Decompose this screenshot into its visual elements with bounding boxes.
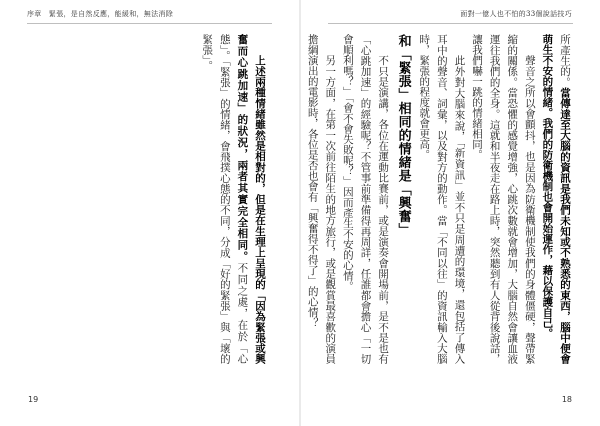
section-heading: 和「緊張」相同的情緒是「興奮」 (395, 34, 411, 237)
left-page-number: 19 (28, 395, 39, 404)
left-body-text (172, 34, 268, 364)
left-header-rule (27, 23, 272, 24)
left-emphasis: 上述兩種情緒雖然是相對的，但是在生理上呈現的「因為緊張或興奮而心跳加速」的狀況，兩者其實完全相同。 (236, 34, 266, 364)
right-paragraph-3: 此外對大腦來說，「新資訊」並不只是周遭的環境，還包括了傳入耳中的聲音、詞彙，以及對方的動作。當「不同以往」的資訊輸入大腦時，緊張的程度就會更高。 (418, 34, 466, 364)
right-running-header: 面對一億人也不怕的33個說話技巧 (460, 10, 572, 18)
right-paragraph-1 (538, 34, 573, 364)
left-running-header: 序章 緊張，是自然反應，能緩和，無法消除 (27, 10, 173, 18)
right-body-text (306, 34, 573, 365)
right-paragraph-4: 不只是演講，各位在運動比賽前，或是演奏會開場前，是不是也有「心跳加速」的經驗呢？不管事前準備得再周詳，任誰都會擔心「一切會順利嗎？」「會不會失敗呢？」因而產生不安的心情。 (341, 34, 390, 364)
right-paragraph-2: 聲音之所以會顫抖，也是因為防衛機制使我們的身體僵硬，聲帶緊縮的關係。當恐懼的感覺增強，心跳次數就會增加，大腦自然會讓血液運往我們的全身。這就和半夜走在路上時，突然聽到有人從背後說話，讓我們嚇一跳的情緒相同。 (471, 34, 536, 364)
right-page (300, 0, 600, 426)
right-p1-text: 所產生的。 (559, 34, 571, 88)
left-paragraph-text: 不同之處，在於「心態」。「緊張」的情緒，會飛撲心態的不同，分成「好的緊張」與「壞的緊張」。 (201, 34, 249, 365)
right-paragraph-5: 另一方面，在第一次前往陌生的地方旅行，或是觀賞最喜歡的演員擔綱演出的電影時，各位是否也會有「興奮得不得了」的心情？ (306, 34, 337, 364)
right-page-number: 18 (561, 395, 572, 404)
right-p1-emphasis: 當傳達至大腦的資訊是我們未知或不熟悉的東西，腦中便會萌生不安的情緒。我們的防衛機制也會開始運作，藉以保護自己。 (541, 34, 571, 365)
left-paragraph (198, 34, 268, 364)
right-header-rule (328, 23, 573, 24)
